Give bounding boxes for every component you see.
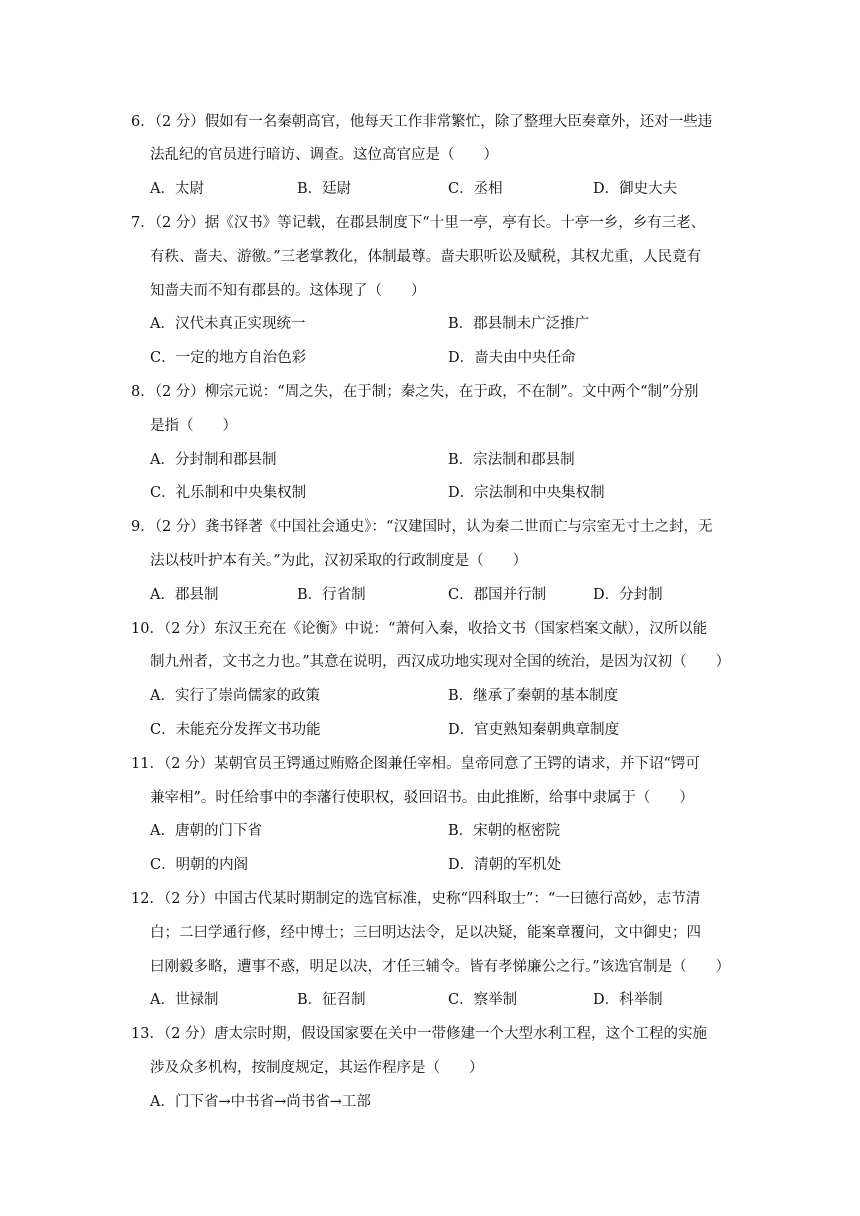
question-9-option-b: B．行省制	[297, 587, 366, 603]
question-8-option-a: A．分封制和郡县制	[150, 452, 277, 468]
question-8-line-1: 8．（2 分）柳宗元说：“周之失，在于制；秦之失，在于政，不在制”。文中两个“制”分别	[131, 384, 699, 400]
question-6-line-1: 6．（2 分）假如有一名秦朝高官，他每天工作非常繁忙，除了整理大臣奏章外，还对一些违	[131, 114, 713, 130]
question-6-option-a: A．太尉	[150, 181, 204, 197]
question-11-option-a: A．唐朝的门下省	[150, 823, 262, 839]
question-10-line-1: 10．（2 分）东汉王充在《论衡》中说：“萧何入秦，收拾文书（国家档案文献），汉所以能	[131, 621, 708, 637]
question-8-option-c: C．礼乐制和中央集权制	[150, 485, 307, 501]
question-11-option-d: D．清朝的军机处	[448, 857, 562, 873]
question-6-option-d: D．御史大夫	[593, 181, 678, 197]
question-9-line-2: 法以枝叶护本有关。”为此，汉初采取的行政制度是（ ）	[150, 553, 528, 569]
question-7-option-a: A．汉代未真正实现统一	[150, 316, 306, 332]
question-13-option-a: A．门下省→中书省→尚书省→工部	[150, 1094, 371, 1110]
question-12-option-a: A．世禄制	[150, 992, 219, 1008]
question-6-option-b: B．廷尉	[297, 181, 352, 197]
question-12-option-c: C．察举制	[448, 992, 518, 1008]
question-7-line-1: 7．（2 分）据《汉书》等记载，在郡县制度下“十里一亭，亭有长。十亭一乡，乡有三老、	[131, 215, 706, 231]
question-12-line-2: 白；二曰学通行修，经中博士；三曰明达法令，足以决疑，能案章覆问，文中御史；四	[150, 925, 701, 941]
question-7-option-c: C．一定的地方自治色彩	[150, 350, 307, 366]
question-9-line-1: 9．（2 分）龚书铎著《中国社会通史》：“汉建国时，认为秦二世而亡与宗室无寸土之封，无	[131, 519, 713, 535]
question-11-line-2: 兼宰相”。时任给事中的李藩行使职权，驳回诏书。由此推断，给事中隶属于（ ）	[150, 790, 694, 806]
question-8-line-2: 是指（ ）	[150, 418, 237, 434]
question-10-line-2: 制九州者，文书之力也。”其意在说明，西汉成功地实现对全国的统治，是因为汉初（ ）	[150, 654, 731, 670]
question-13-line-2: 涉及众多机构，按制度规定，其运作程序是（ ）	[150, 1060, 484, 1076]
question-7-line-2: 有秩、啬夫、游徼。”三老掌教化，体制最尊。啬夫职听讼及赋税，其权尤重，人民竟有	[150, 249, 702, 265]
question-9-option-a: A．郡县制	[150, 587, 219, 603]
question-12-option-d: D．科举制	[593, 992, 663, 1008]
question-12-line-1: 12．（2 分）中国古代某时期制定的选官标准，史称“四科取士”：“一曰德行高妙，志节清	[131, 891, 701, 907]
question-10-option-c: C．未能充分发挥文书功能	[150, 722, 321, 738]
question-9-option-d: D．分封制	[593, 587, 663, 603]
question-11-option-c: C．明朝的内阁	[150, 857, 249, 873]
question-12-option-b: B．征召制	[297, 992, 366, 1008]
question-7-line-3: 知啬夫而不知有郡县的。这体现了（ ）	[150, 283, 426, 299]
question-8-option-d: D．宗法制和中央集权制	[448, 485, 605, 501]
question-7-option-d: D．啬夫由中央任命	[448, 350, 576, 366]
question-10-option-b: B．继承了秦朝的基本制度	[448, 688, 619, 704]
question-11-line-1: 11．（2 分）某朝官员王锷通过贿赂企图兼任宰相。皇帝同意了王锷的请求，并下诏“锷可	[131, 756, 700, 772]
question-7-option-b: B．郡县制未广泛推广	[448, 316, 590, 332]
question-11-option-b: B．宋朝的枢密院	[448, 823, 561, 839]
question-10-option-d: D．官吏熟知秦朝典章制度	[448, 722, 620, 738]
question-6-option-c: C．丞相	[448, 181, 503, 197]
question-8-option-b: B．宗法制和郡县制	[448, 452, 575, 468]
question-13-line-1: 13．（2 分）唐太宗时期，假设国家要在关中一带修建一个大型水利工程，这个工程的实施	[131, 1026, 708, 1042]
question-6-line-2: 法乱纪的官员进行暗访、调查。这位高官应是（ ）	[150, 147, 498, 163]
question-12-line-3: 曰刚毅多略，遭事不惑，明足以决，才任三辅令。皆有孝悌廉公之行。”该选官制是（ ）	[150, 959, 731, 975]
question-10-option-a: A．实行了崇尚儒家的政策	[150, 688, 320, 704]
question-9-option-c: C．郡国并行制	[448, 587, 547, 603]
